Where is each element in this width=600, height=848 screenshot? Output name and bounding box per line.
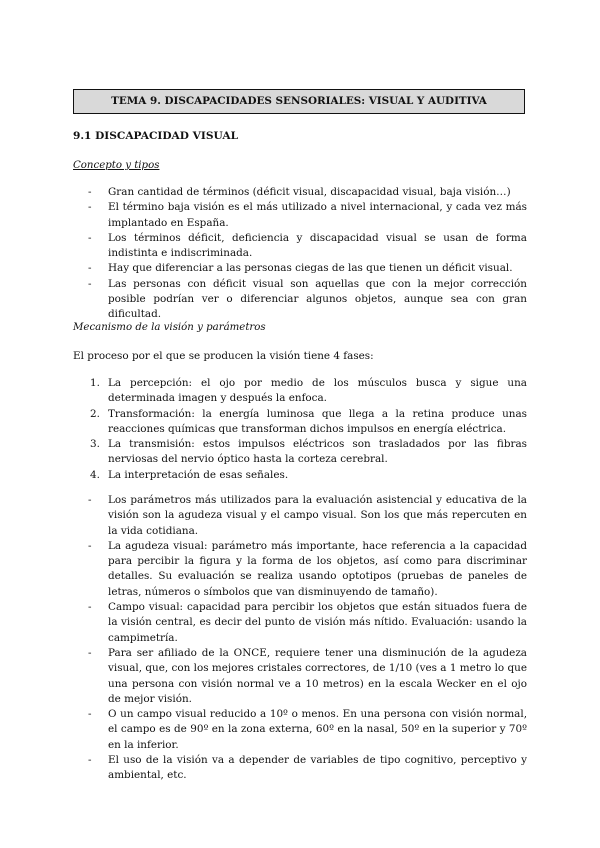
list-item: - Los términos déficit, deficiencia y discapacidad visual se usan de forma indistinta e indiscriminada. — [88, 231, 527, 260]
list-item: - O un campo visual reducido a 10º o menos. En una persona con visión normal, el campo es de 90º en la zona externa, 60º en la nasal, 50º en la superior y 70º en la inferior. — [88, 708, 527, 751]
list-item: 2. Transformación: la energía luminosa que llega a la retina produce unas reacciones químicas que transforman dichos impulsos en energía eléctrica. — [90, 407, 527, 435]
concepto-list — [73, 185, 527, 323]
list-item: - La agudeza visual: parámetro más importante, hace referencia a la capacidad para percibir la figura y la forma de los objetos, así como para discriminar detalles. Su evaluación se realiza usando optotipos (pruebas de paneles de letras, números o símbolos que van disminuyendo de tamaño). — [88, 539, 527, 598]
params-list — [73, 493, 527, 784]
section-heading: 9.1 DISCAPACIDAD VISUAL — [73, 130, 239, 142]
phases-intro: El proceso por el que se producen la visión tiene 4 fases: — [73, 350, 374, 362]
list-item: - Los parámetros más utilizados para la evaluación asistencial y educativa de la visión son la agudeza visual y el campo visual. Son los que más repercuten en la vida cotidiana. — [88, 494, 527, 537]
dash-marker: - — [88, 494, 92, 506]
list-item: - El término baja visión es el más utilizado a nivel internacional, y cada vez más implantado en España. — [88, 201, 527, 229]
number-marker: 2. — [90, 407, 100, 420]
dash-marker: - — [88, 262, 92, 275]
dash-marker: - — [88, 201, 92, 214]
number-marker: 4. — [90, 468, 100, 481]
list-item: - Gran cantidad de términos (déficit visual, discapacidad visual, baja visión…) — [73, 185, 527, 200]
list-item: 3. La transmisión: estos impulsos eléctricos son trasladados por las fibras nerviosas del nervio óptico hasta la corteza cerebral. — [90, 438, 527, 466]
dash-marker: - — [88, 646, 92, 659]
list-item: 4. La interpretación de esas señales. — [73, 468, 527, 483]
list-item: 1. La percepción: el ojo por medio de los músculos busca y sigue una determinada imagen y después la enfoca. — [90, 377, 527, 405]
list-item: - Hay que diferenciar a las personas ciegas de las que tienen un déficit visual. — [73, 261, 527, 276]
dash-marker: - — [88, 601, 92, 614]
dash-marker: - — [88, 708, 92, 721]
chapter-title: TEMA 9. DISCAPACIDADES SENSORIALES: VISUAL Y AUDITIVA — [73, 89, 525, 114]
subheading-mecanismo: Mecanismo de la visión y parámetros — [73, 322, 266, 333]
dash-marker: - — [88, 754, 92, 767]
number-marker: 3. — [90, 438, 100, 451]
dash-marker: - — [88, 231, 92, 244]
list-item: - El uso de la visión va a depender de variables de tipo cognitivo, perceptivo y ambiental, etc. — [88, 754, 527, 782]
list-item: - Las personas con déficit visual son aquellas que con la mejor corrección posible podrían ver o diferenciar algunos objetos, aunque sea con gran dificultad. — [88, 277, 527, 321]
number-marker: 1. — [90, 377, 100, 389]
dash-marker: - — [88, 277, 92, 290]
dash-marker: - — [88, 186, 92, 198]
list-item: - Para ser afiliado de la ONCE, requiere tener una disminución de la agudeza visual, que, con los mejores cristales correctores, de 1/10 (ves a 1 metro lo que una persona con visión normal ve a 10 metros) en la escala Wecker en el ojo de mejor visión. — [88, 646, 527, 705]
subheading-concepto: Concepto y tipos — [73, 160, 160, 171]
phases-list — [73, 376, 527, 483]
list-item: - Campo visual: capacidad para percibir los objetos que están situados fuera de la visión central, es decir del punto de visión más nítido. Evaluación: usando la campimetría. — [88, 601, 527, 644]
dash-marker: - — [88, 539, 92, 552]
